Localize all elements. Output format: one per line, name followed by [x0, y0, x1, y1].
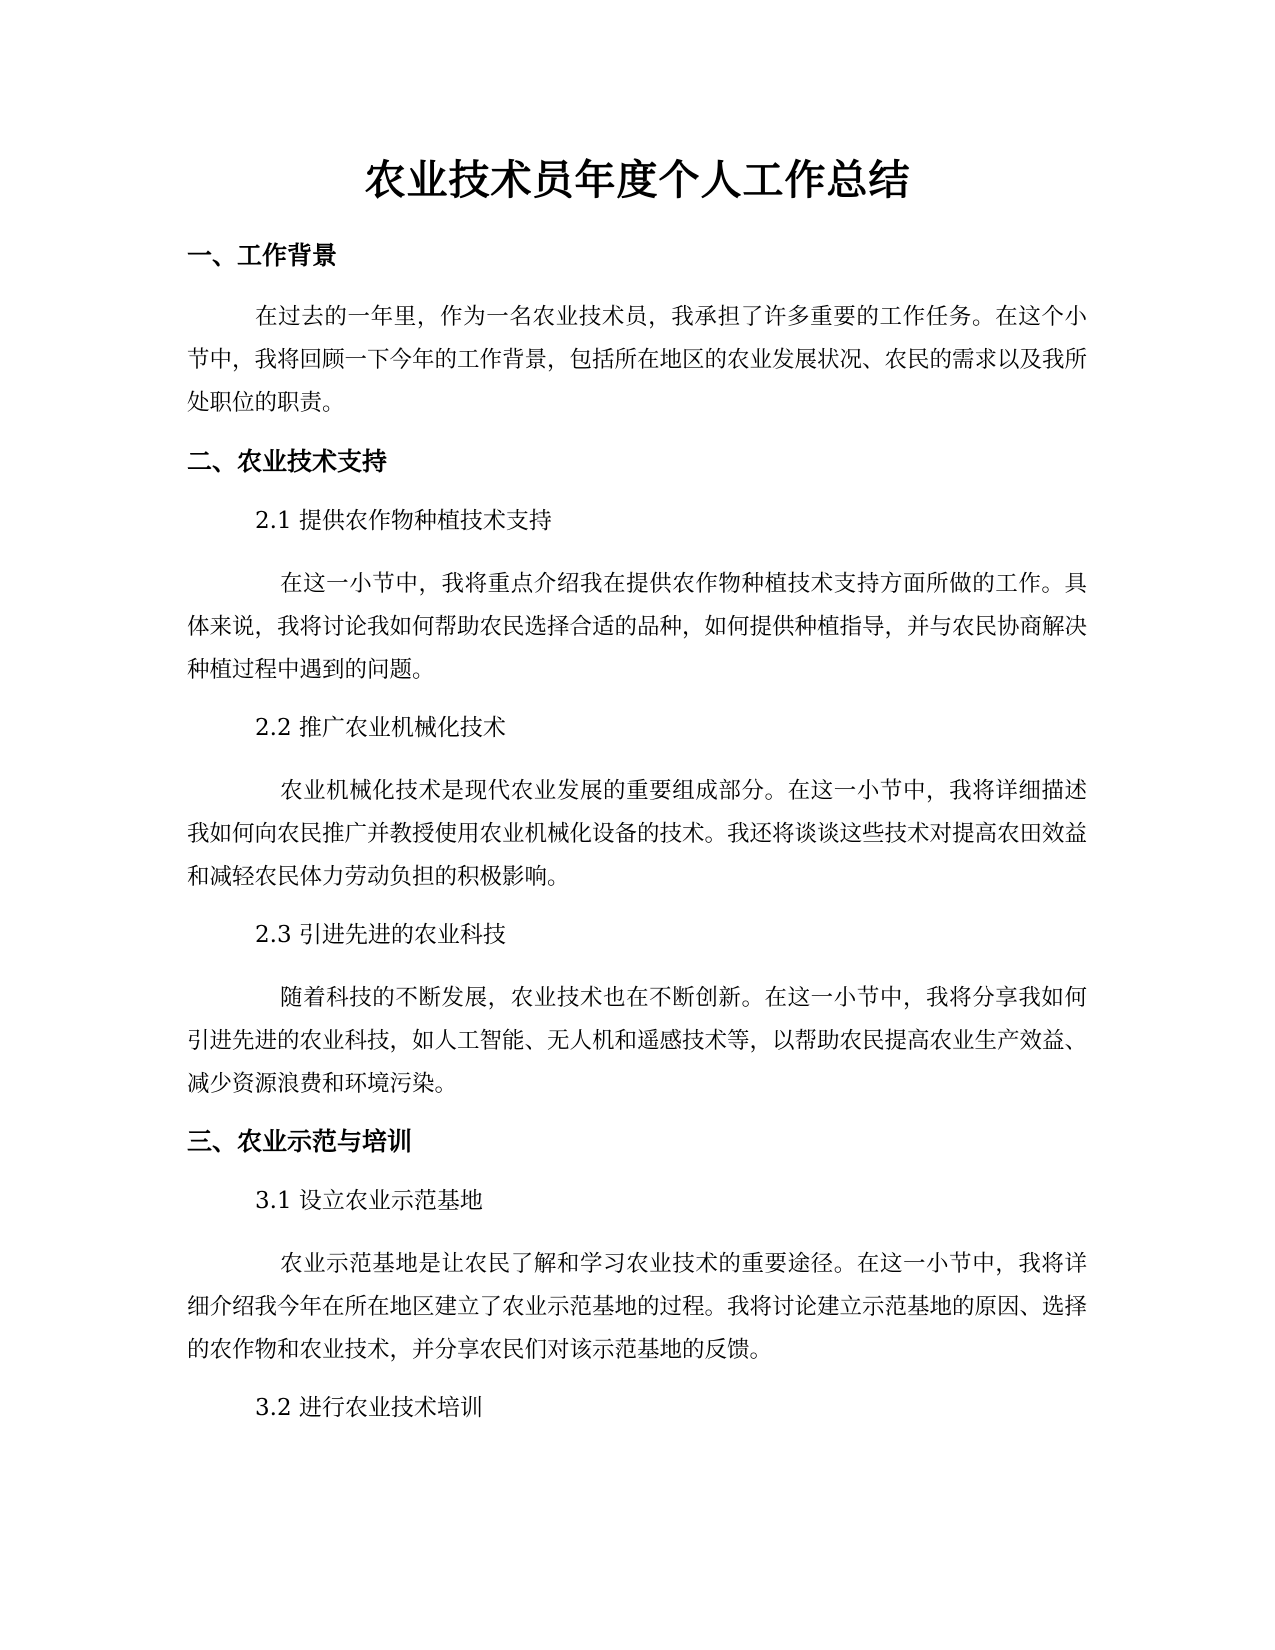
- subsection-heading-2-2: 2.2 推广农业机械化技术: [255, 715, 506, 741]
- paragraph-2-2: 农业机械化技术是现代农业发展的重要组成部分。在这一小节中，我将详细描述我如何向农民推广并教授使用农业机械化设备的技术。我还将谈谈这些技术对提高农田效益和减轻农民体力劳动负担的积极影响。: [187, 778, 1088, 890]
- subsection-heading-2-1: 2.1 提供农作物种植技术支持: [255, 508, 552, 534]
- subsection-heading-3-1: 3.1 设立农业示范基地: [255, 1188, 483, 1214]
- paragraph-2-3: 随着科技的不断发展，农业技术也在不断创新。在这一小节中，我将分享我如何引进先进的农业科技，如人工智能、无人机和遥感技术等，以帮助农民提高农业生产效益、减少资源浪费和环境污染。: [187, 985, 1088, 1097]
- section-heading-background: 一、工作背景: [187, 241, 338, 270]
- subsection-heading-3-2: 3.2 进行农业技术培训: [255, 1395, 483, 1421]
- paragraph-background: 在过去的一年里，作为一名农业技术员，我承担了许多重要的工作任务。在这个小节中，我将回顾一下今年的工作背景，包括所在地区的农业发展状况、农民的需求以及我所处职位的职责。: [187, 304, 1088, 416]
- subsection-heading-2-3: 2.3 引进先进的农业科技: [255, 922, 506, 948]
- paragraph-2-1: 在这一小节中，我将重点介绍我在提供农作物种植技术支持方面所做的工作。具体来说，我将讨论我如何帮助农民选择合适的品种，如何提供种植指导，并与农民协商解决种植过程中遇到的问题。: [187, 571, 1088, 683]
- section-heading-tech-support: 二、农业技术支持: [187, 447, 388, 476]
- paragraph-3-1: 农业示范基地是让农民了解和学习农业技术的重要途径。在这一小节中，我将详细介绍我今年在所在地区建立了农业示范基地的过程。我将讨论建立示范基地的原因、选择的农作物和农业技术，并分享农民们对该示范基地的反馈。: [187, 1251, 1088, 1363]
- document-title: 农业技术员年度个人工作总结: [364, 156, 911, 204]
- section-heading-demo-training: 三、农业示范与培训: [187, 1127, 413, 1156]
